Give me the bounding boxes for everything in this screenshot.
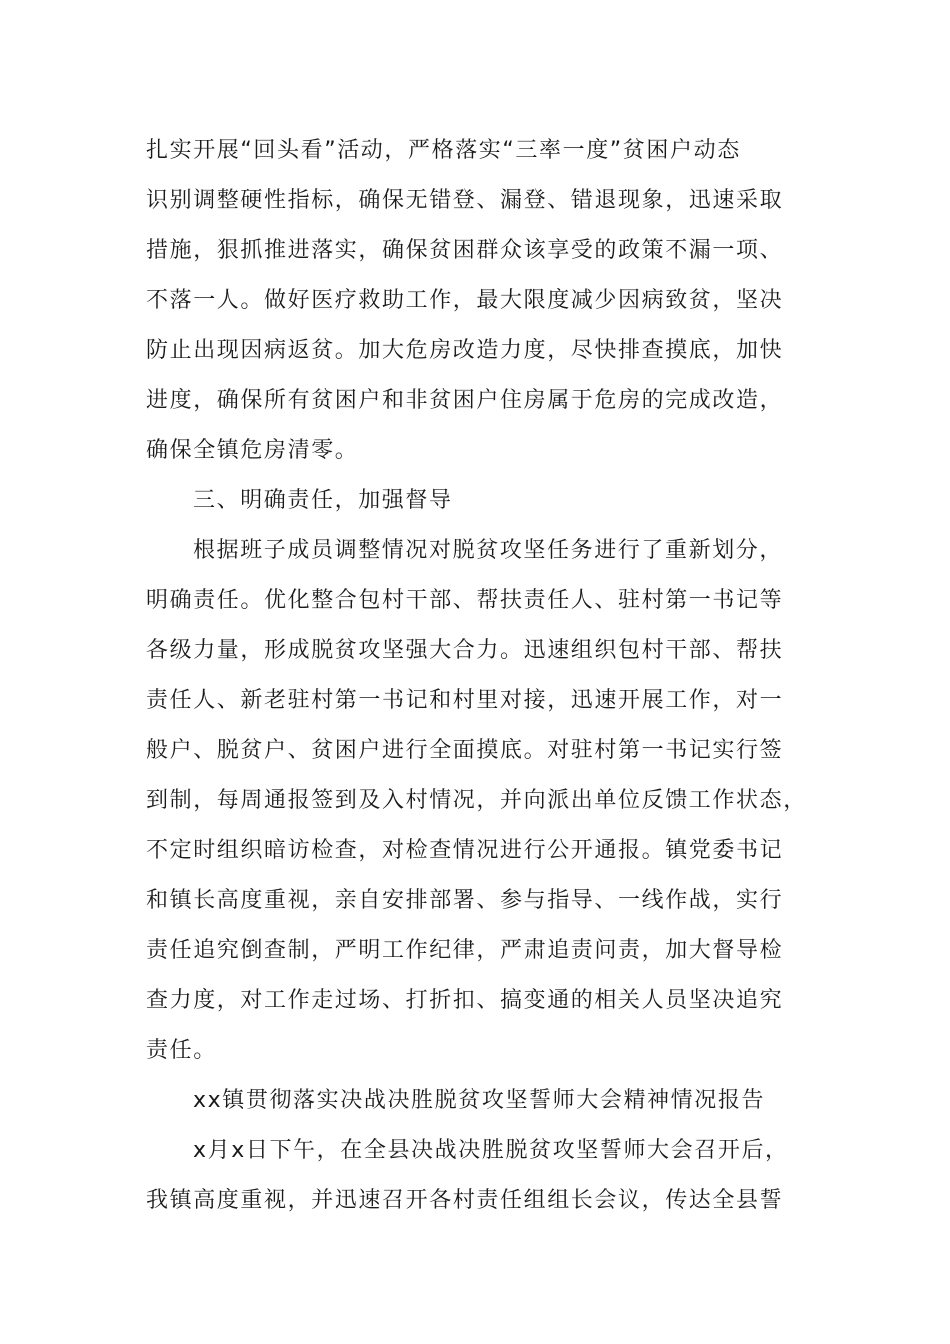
body-text-line: 责任。 [146,1038,217,1063]
body-text-line: 我镇高度重视，并迅速召开各村责任组组长会议，传达全县誓 [146,1188,784,1213]
body-text-line: 各级力量，形成脱贫攻坚强大合力。迅速组织包村干部、帮扶 [146,638,784,663]
body-text-line: 根据班子成员调整情况对脱贫攻坚任务进行了重新划分， [193,538,784,563]
body-text-line: 查力度，对工作走过场、打折扣、搞变通的相关人员坚决追究 [146,988,784,1013]
body-text-line: 责任人、新老驻村第一书记和村里对接，迅速开展工作，对一 [146,688,784,713]
body-text-line: 般户、脱贫户、贫困户进行全面摸底。对驻村第一书记实行签 [146,738,784,763]
body-text-line: 扎实开展“回头看”活动，严格落实“三率一度”贫困户动态 [146,138,741,163]
body-text-line: 进度，确保所有贫困户和非贫困户住房属于危房的完成改造， [146,388,784,413]
body-text-line: 责任追究倒查制，严明工作纪律，严肃追责问责，加大督导检 [146,938,784,963]
body-text-line: 明确责任。优化整合包村干部、帮扶责任人、驻村第一书记等 [146,588,784,613]
section-heading: 三、明确责任，加强督导 [193,488,453,513]
body-text-line: 措施，狠抓推进落实，确保贫困群众该享受的政策不漏一项、 [146,238,784,263]
body-text-line: 和镇长高度重视，亲自安排部署、参与指导、一线作战，实行 [146,888,784,913]
body-text-line: 不定时组织暗访检查，对检查情况进行公开通报。镇党委书记 [146,838,784,863]
body-text-line: x月x日下午，在全县决战决胜脱贫攻坚誓师大会召开后， [193,1138,789,1163]
body-text-line: 识别调整硬性指标，确保无错登、漏登、错退现象，迅速采取 [146,188,784,213]
body-text-line: 确保全镇危房清零。 [146,438,359,463]
body-text-line: 到制，每周通报签到及入村情况，并向派出单位反馈工作状态， [146,788,807,813]
body-text-line: 不落一人。做好医疗救助工作，最大限度减少因病致贫，坚决 [146,288,784,313]
report-title: xx镇贯彻落实决战决胜脱贫攻坚誓师大会精神情况报告 [193,1088,766,1113]
body-text-line: 防止出现因病返贫。加大危房改造力度，尽快排查摸底，加快 [146,338,784,363]
